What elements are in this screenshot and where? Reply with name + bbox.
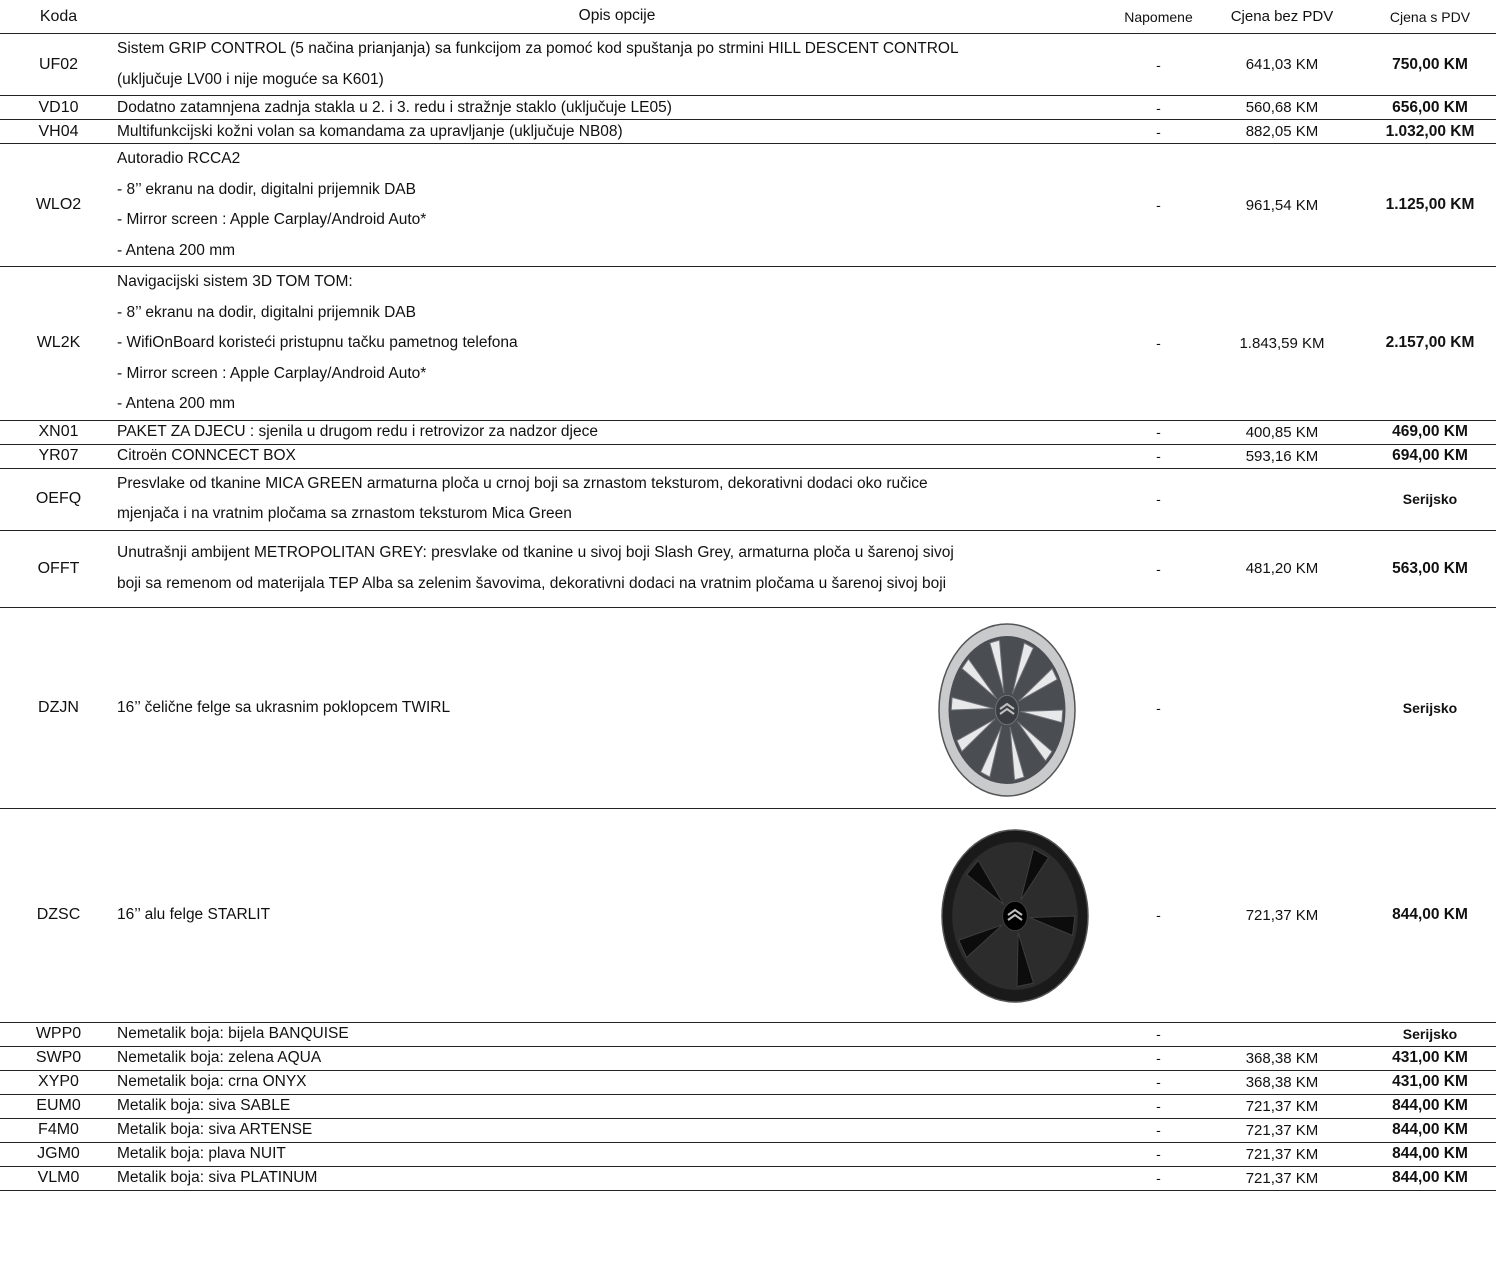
price-with-vat: 844,00 KM: [1364, 808, 1496, 1022]
description-line: - 8’’ ekranu na dodir, digitalni prijemnik DAB: [117, 180, 416, 198]
price-with-vat: 1.125,00 KM: [1364, 144, 1496, 267]
table-row: [0, 34, 1496, 96]
description-line: Autoradio RCCA2: [117, 150, 241, 167]
description-line: Dodatno zatamnjena zadnja stakla u 2. i 3. redu i stražnje staklo (uključuje LE05): [117, 98, 672, 116]
option-code: UF02: [0, 34, 117, 96]
description-line: Sistem GRIP CONTROL (5 načina prianjanja) sa funkcijom za pomoć kod spuštanja po strmini HILL DESCENT CONTROL: [117, 40, 959, 57]
option-code: WL2K: [0, 267, 117, 421]
header-row: [0, 0, 1496, 34]
option-code: EUM0: [0, 1094, 117, 1118]
option-code: XYP0: [0, 1070, 117, 1094]
price-with-vat: 656,00 KM: [1364, 96, 1496, 120]
option-description: [117, 1022, 1117, 1046]
price-with-vat: Serijsko: [1364, 468, 1496, 530]
option-note: -: [1117, 1118, 1200, 1142]
option-description: [117, 468, 1117, 530]
option-description: [117, 607, 1117, 808]
price-with-vat: 844,00 KM: [1364, 1142, 1496, 1166]
option-code: VH04: [0, 120, 117, 144]
option-description: [117, 1070, 1117, 1094]
table-row: [0, 1094, 1496, 1118]
table-row: [0, 96, 1496, 120]
option-note: -: [1117, 267, 1200, 421]
header-code: Koda: [0, 0, 117, 34]
table-row: [0, 1022, 1496, 1046]
option-description: [117, 1094, 1117, 1118]
price-without-vat: 721,37 KM: [1200, 1142, 1364, 1166]
price-without-vat: [1200, 468, 1364, 530]
price-without-vat: 721,37 KM: [1200, 1094, 1364, 1118]
option-code: OFFT: [0, 530, 117, 607]
option-description: [117, 1142, 1117, 1166]
option-code: WLO2: [0, 144, 117, 267]
description-line: Multifunkcijski kožni volan sa komandama za upravljanje (uključuje NB08): [117, 122, 623, 140]
option-note: -: [1117, 144, 1200, 267]
price-without-vat: [1200, 1022, 1364, 1046]
header-price-gross: Cjena s PDV: [1364, 0, 1496, 34]
price-without-vat: 1.843,59 KM: [1200, 267, 1364, 421]
table-row: [0, 607, 1496, 808]
option-note: -: [1117, 1166, 1200, 1190]
table-row: [0, 1046, 1496, 1070]
header-notes: Napomene: [1117, 0, 1200, 34]
price-with-vat: 844,00 KM: [1364, 1094, 1496, 1118]
table-row: [0, 444, 1496, 468]
table-row: [0, 468, 1496, 530]
description-line: - 8’’ ekranu na dodir, digitalni prijemnik DAB: [117, 303, 416, 321]
table-row: [0, 1118, 1496, 1142]
option-note: -: [1117, 1094, 1200, 1118]
option-note: -: [1117, 444, 1200, 468]
price-with-vat: 431,00 KM: [1364, 1070, 1496, 1094]
description-line: Nemetalik boja: bijela BANQUISE: [117, 1025, 349, 1042]
price-with-vat: 2.157,00 KM: [1364, 267, 1496, 421]
option-note: -: [1117, 468, 1200, 530]
option-note: -: [1117, 420, 1200, 444]
table-row: [0, 1142, 1496, 1166]
price-with-vat: Serijsko: [1364, 1022, 1496, 1046]
option-description: [117, 808, 1117, 1022]
price-without-vat: 593,16 KM: [1200, 444, 1364, 468]
price-without-vat: 721,37 KM: [1200, 808, 1364, 1022]
option-note: -: [1117, 96, 1200, 120]
wheel-twirl-silver-image: [937, 622, 1077, 804]
option-code: DZJN: [0, 607, 117, 808]
description-line: Nemetalik boja: crna ONYX: [117, 1073, 307, 1090]
price-with-vat: 431,00 KM: [1364, 1046, 1496, 1070]
option-note: -: [1117, 530, 1200, 607]
description-line: - Mirror screen : Apple Carplay/Android Auto*: [117, 364, 427, 382]
option-code: YR07: [0, 444, 117, 468]
price-without-vat: 721,37 KM: [1200, 1166, 1364, 1190]
table-row: [0, 1166, 1496, 1190]
description-line: mjenjača i na vratnim pločama sa zrnastom teksturom Mica Green: [117, 505, 572, 522]
description-line: Metalik boja: siva PLATINUM: [117, 1169, 318, 1186]
price-without-vat: 368,38 KM: [1200, 1046, 1364, 1070]
description-line: - Mirror screen : Apple Carplay/Android Auto*: [117, 211, 427, 228]
option-code: OEFQ: [0, 468, 117, 530]
option-description: [117, 444, 1117, 468]
option-code: VLM0: [0, 1166, 117, 1190]
description-line: Metalik boja: siva ARTENSE: [117, 1121, 313, 1138]
option-description: [117, 34, 1117, 96]
description-line: - Antena 200 mm: [117, 241, 236, 259]
option-description: [117, 96, 1117, 120]
option-code: SWP0: [0, 1046, 117, 1070]
price-without-vat: 641,03 KM: [1200, 34, 1364, 96]
price-without-vat: 400,85 KM: [1200, 420, 1364, 444]
price-with-vat: 563,00 KM: [1364, 530, 1496, 607]
option-note: -: [1117, 34, 1200, 96]
table-row: [0, 530, 1496, 607]
header-price-net: Cjena bez PDV: [1200, 0, 1364, 34]
option-description: [117, 1166, 1117, 1190]
description-line: 16’’ čelične felge sa ukrasnim poklopcem TWIRL: [117, 698, 451, 716]
option-note: -: [1117, 1142, 1200, 1166]
description-line: Unutrašnji ambijent METROPOLITAN GREY: presvlake od tkanine u sivoj boji Slash Grey, armaturna ploča u šarenoj sivoj: [117, 544, 954, 561]
price-with-vat: Serijsko: [1364, 607, 1496, 808]
option-code: WPP0: [0, 1022, 117, 1046]
option-code: VD10: [0, 96, 117, 120]
price-with-vat: 469,00 KM: [1364, 420, 1496, 444]
option-description: [117, 144, 1117, 267]
option-description: [117, 1118, 1117, 1142]
option-note: -: [1117, 1046, 1200, 1070]
option-description: [117, 530, 1117, 607]
wheel-starlit-black-image: [940, 828, 1090, 1010]
description-line: Metalik boja: plava NUIT: [117, 1145, 286, 1162]
table-row: [0, 120, 1496, 144]
option-code: XN01: [0, 420, 117, 444]
option-code: JGM0: [0, 1142, 117, 1166]
price-without-vat: 560,68 KM: [1200, 96, 1364, 120]
description-line: (uključuje LV00 i nije moguće sa K601): [117, 70, 384, 88]
table-row: [0, 808, 1496, 1022]
price-without-vat: 882,05 KM: [1200, 120, 1364, 144]
price-without-vat: 368,38 KM: [1200, 1070, 1364, 1094]
option-note: -: [1117, 808, 1200, 1022]
description-line: Presvlake od tkanine MICA GREEN armaturna ploča u crnoj boji sa zrnastom teksturom, dekorativni dodaci oko ručice: [117, 474, 928, 492]
price-with-vat: 750,00 KM: [1364, 34, 1496, 96]
option-note: -: [1117, 607, 1200, 808]
option-note: -: [1117, 120, 1200, 144]
description-line: PAKET ZA DJECU : sjenila u drugom redu i retrovizor za nadzor djece: [117, 423, 598, 440]
price-without-vat: 481,20 KM: [1200, 530, 1364, 607]
table-row: [0, 267, 1496, 421]
description-line: - WifiOnBoard koristeći pristupnu tačku pametnog telefona: [117, 334, 518, 351]
option-note: -: [1117, 1022, 1200, 1046]
table-row: [0, 1070, 1496, 1094]
price-with-vat: 844,00 KM: [1364, 1118, 1496, 1142]
price-without-vat: 721,37 KM: [1200, 1118, 1364, 1142]
description-line: Citroën CONNCECT BOX: [117, 447, 296, 464]
description-line: Navigacijski sistem 3D TOM TOM:: [117, 273, 353, 290]
option-description: [117, 420, 1117, 444]
table-row: [0, 420, 1496, 444]
description-line: Metalik boja: siva SABLE: [117, 1097, 291, 1114]
price-with-vat: 844,00 KM: [1364, 1166, 1496, 1190]
price-with-vat: 694,00 KM: [1364, 444, 1496, 468]
option-description: [117, 1046, 1117, 1070]
option-description: [117, 267, 1117, 421]
table-row: [0, 144, 1496, 267]
price-with-vat: 1.032,00 KM: [1364, 120, 1496, 144]
description-line: 16’’ alu felge STARLIT: [117, 906, 271, 923]
description-line: boji sa remenom od materijala TEP Alba sa zelenim šavovima, dekorativni dodaci na vratnim pločama u šarenoj sivoj boji: [117, 574, 947, 592]
description-line: - Antena 200 mm: [117, 395, 236, 412]
header-description: Opis opcije: [117, 0, 1117, 34]
option-description: [117, 120, 1117, 144]
price-without-vat: 961,54 KM: [1200, 144, 1364, 267]
option-code: F4M0: [0, 1118, 117, 1142]
option-code: DZSC: [0, 808, 117, 1022]
description-line: Nemetalik boja: zelena AQUA: [117, 1049, 322, 1066]
option-note: -: [1117, 1070, 1200, 1094]
price-without-vat: [1200, 607, 1364, 808]
